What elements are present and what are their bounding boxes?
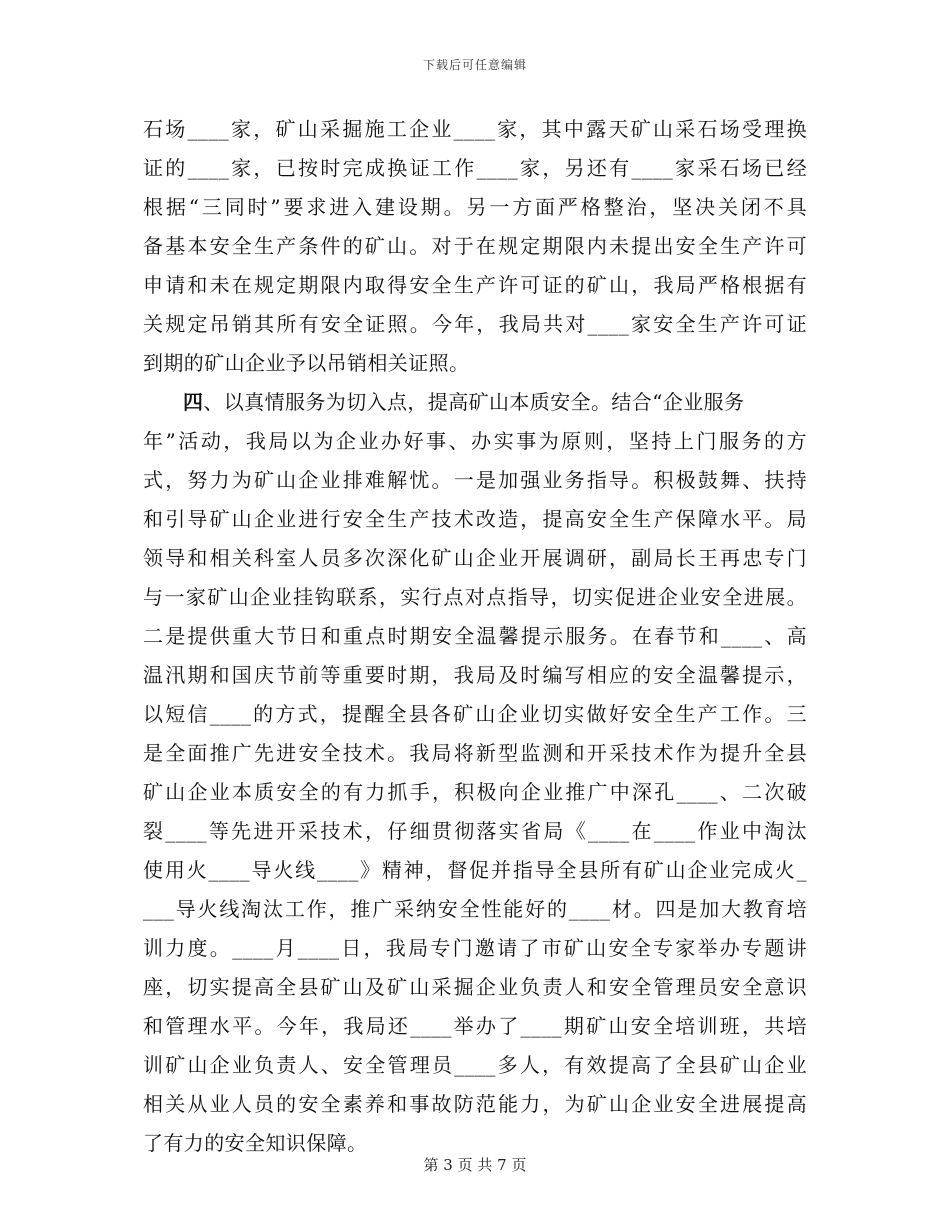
text-line: 训力度。____月____日，我局专门邀请了市矿山安全专家举办专题讲: [143, 936, 807, 960]
text-line: 证的____家，已按时完成换证工作____家，另还有____家采石场已经: [143, 156, 807, 180]
text-line: 是全面推广先进安全技术。我局将新型监测和开采技术作为提升全县: [143, 741, 807, 765]
text-line: ___导火线淘汰工作，推广采纳安全性能好的____材。四是加大教育培: [143, 897, 807, 921]
text-line: 领导和相关科室人员多次深化矿山企业开展调研，副局长王再忠专门: [143, 546, 807, 570]
text-line: 关规定吊销其所有安全证照。今年，我局共对____家安全生产许可证: [143, 312, 807, 336]
text-span: 、以真情服务为切入点，提高矿山本质安全。结合“企业服务: [203, 390, 745, 414]
text-line: 到期的矿山企业予以吊销相关证照。: [143, 351, 470, 375]
text-line: 申请和未在规定期限内取得安全生产许可证的矿山，我局严格根据有: [143, 273, 807, 297]
text-line: 式，努力为矿山企业排难解忧。一是加强业务指导。积极鼓舞、扶持: [143, 468, 807, 492]
paragraph-heading-line: [143, 383, 807, 422]
text-line: 和引导矿山企业进行安全生产技术改造，提高安全生产保障水平。局: [143, 507, 807, 531]
text-line: 使用火____导火线____》精神，督促并指导全县所有矿山企业完成火_: [143, 858, 807, 882]
document-body: [143, 110, 807, 1163]
section-number: 四: [183, 390, 204, 414]
text-line: 石场____家，矿山采掘施工企业____家，其中露天矿山采石场受理换: [143, 117, 807, 141]
header-note: 下载后可任意编辑: [422, 58, 527, 72]
text-line: 矿山企业本质安全的有力抓手，积极向企业推广中深孔____、二次破: [143, 780, 807, 804]
text-line: 了有力的安全知识保障。: [143, 1131, 368, 1155]
text-line: 以短信____的方式，提醒全县各矿山企业切实做好安全生产工作。三: [143, 702, 807, 726]
text-line: 年”活动，我局以为企业办好事、办实事为原则，坚持上门服务的方: [143, 429, 807, 453]
text-line: 和管理水平。今年，我局还____举办了____期矿山安全培训班，共培: [143, 1014, 807, 1038]
text-line: 备基本安全生产条件的矿山。对于在规定期限内未提出安全生产许可: [143, 234, 807, 258]
text-line: 裂____等先进开采技术，仔细贯彻落实省局《____在____作业中淘汰: [143, 819, 807, 843]
text-line: 座，切实提高全县矿山及矿山采掘企业负责人和安全管理员安全意识: [143, 975, 807, 999]
text-line: 训矿山企业负责人、安全管理员____多人，有效提高了全县矿山企业: [143, 1053, 807, 1077]
text-line: 二是提供重大节日和重点时期安全温馨提示服务。在春节和____、高: [143, 624, 807, 648]
page-number: 第 3 页 共 7 页: [423, 1156, 527, 1174]
text-line: 温汛期和国庆节前等重要时期，我局及时编写相应的安全温馨提示，: [143, 663, 807, 687]
text-line: 根据“三同时”要求进入建设期。另一方面严格整治，坚决关闭不具: [143, 195, 807, 219]
text-line: 相关从业人员的安全素养和事故防范能力，为矿山企业安全进展提高: [143, 1092, 807, 1116]
text-line: 与一家矿山企业挂钩联系，实行点对点指导，切实促进企业安全进展。: [143, 585, 807, 609]
